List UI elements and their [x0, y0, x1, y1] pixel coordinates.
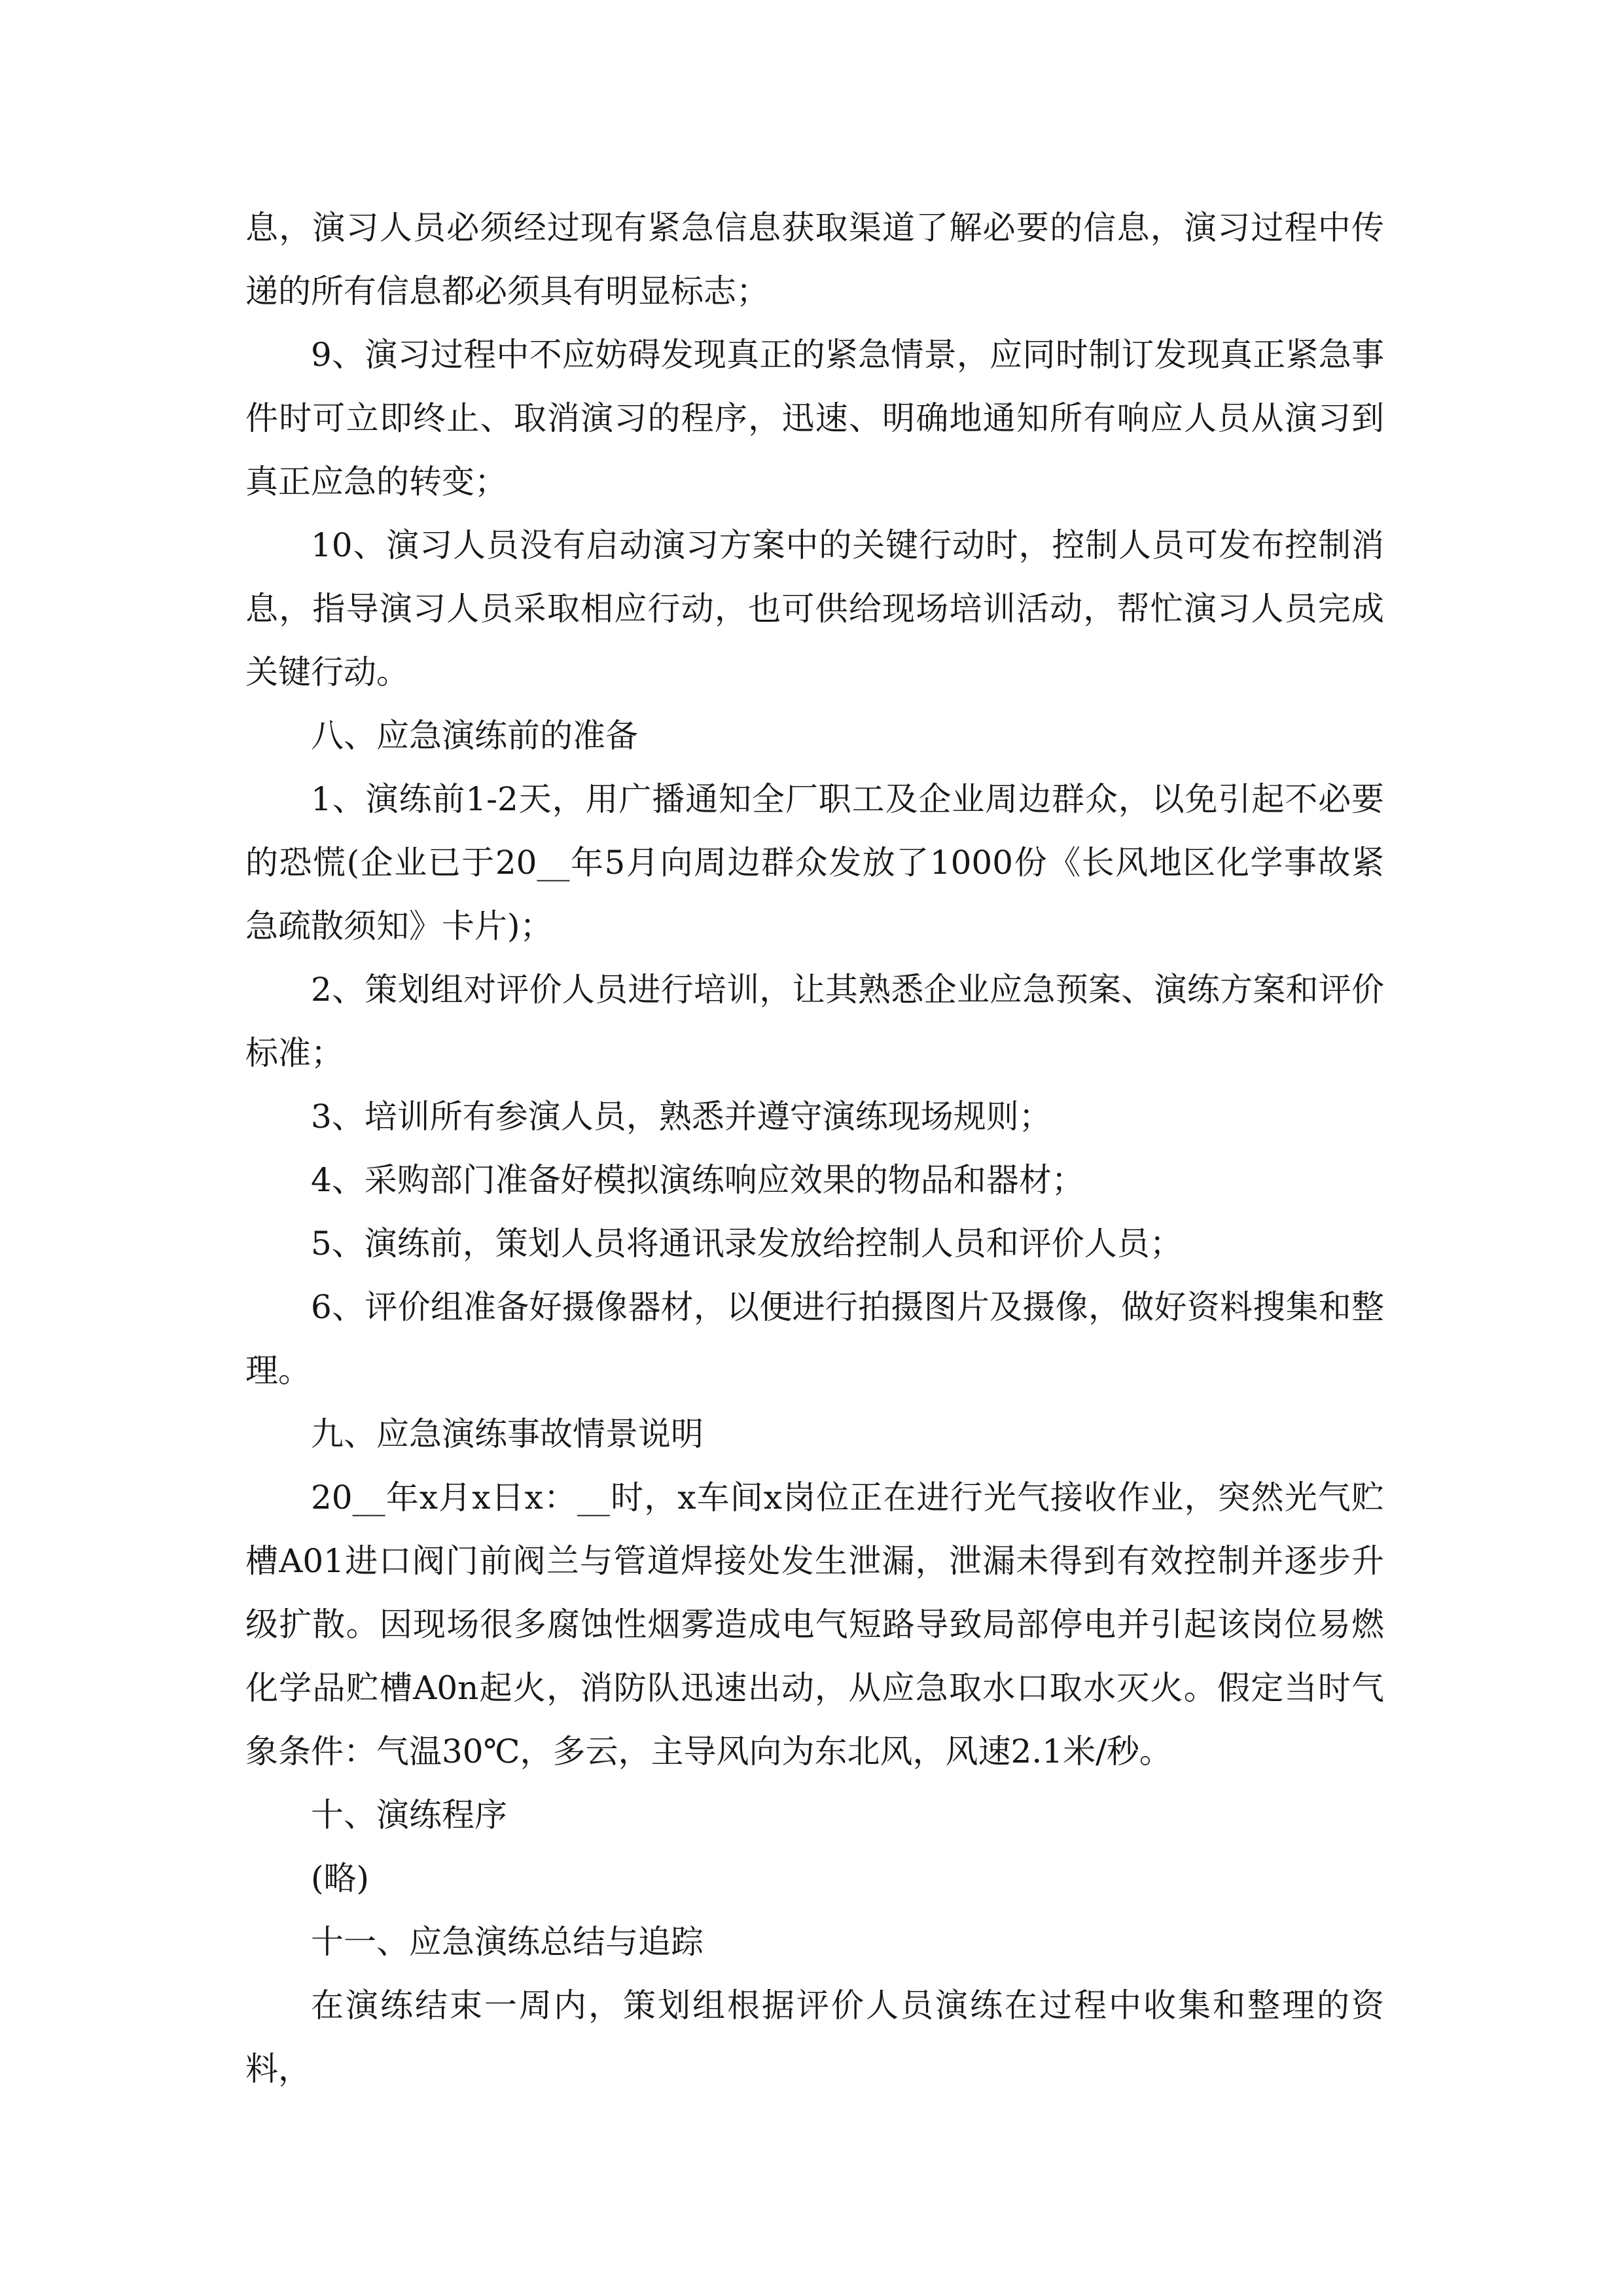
paragraph-prep-6: 6、评价组准备好摄像器材，以便进行拍摄图片及摄像，做好资料搜集和整理。 [245, 1288, 1384, 1390]
paragraph-prep-1: 1、演练前1-2天，用广播通知全厂职工及企业周边群众，以免引起不必要的恐慌(企业已于20__年5月向周边群众发放了1000份《长风地区化学事故紧急疏散须知》卡片)； [245, 780, 1384, 945]
paragraph-prep-2: 2、策划组对评价人员进行培训，让其熟悉企业应急预案、演练方案和评价标准； [245, 971, 1384, 1072]
section-heading-11: 十一、应急演练总结与追踪 [311, 1923, 704, 1961]
paragraph-prep-4: 4、采购部门准备好模拟演练响应效果的物品和器材； [311, 1161, 1084, 1199]
paragraph-item-10: 10、演习人员没有启动演习方案中的关键行动时，控制人员可发布控制消息，指导演习人员采取相应行动，也可供给现场培训活动，帮忙演习人员完成关键行动。 [245, 526, 1384, 691]
paragraph-prep-5: 5、演练前，策划人员将通讯录发放给控制人员和评价人员； [311, 1225, 1183, 1263]
paragraph-omitted: (略) [311, 1859, 370, 1897]
paragraph-continuation-item-8: 息，演习人员必须经过现有紧急信息获取渠道了解必要的信息，演习过程中传递的所有信息都必须具有明显标志； [245, 209, 1384, 310]
paragraph-prep-3: 3、培训所有参演人员，熟悉并遵守演练现场规则； [311, 1098, 1052, 1136]
section-heading-8: 八、应急演练前的准备 [311, 717, 638, 755]
document-body [245, 196, 1384, 2101]
paragraph-item-9: 9、演习过程中不应妨碍发现真正的紧急情景，应同时制订发现真正紧急事件时可立即终止、取消演习的程序，迅速、明确地通知所有响应人员从演习到真正应急的转变； [245, 336, 1384, 501]
section-heading-10: 十、演练程序 [311, 1796, 507, 1834]
paragraph-summary: 在演练结束一周内，策划组根据评价人员演练在过程中收集和整理的资料， [245, 1986, 1384, 2088]
section-heading-9: 九、应急演练事故情景说明 [311, 1415, 704, 1453]
paragraph-scenario: 20__年x月x日x：__时，x车间x岗位正在进行光气接收作业，突然光气贮槽A01进口阀门前阀兰与管道焊接处发生泄漏，泄漏未得到有效控制并逐步升级扩散。因现场很多腐蚀性烟雾造成电气短路导致局部停电并引起该岗位易燃化学品贮槽A0n起火，消防队迅速出动，从应急取水口取水灭火。假定当时气象条件：气温30℃，多云，主导风向为东北风，风速2.1米/秒。 [245, 1479, 1384, 1770]
